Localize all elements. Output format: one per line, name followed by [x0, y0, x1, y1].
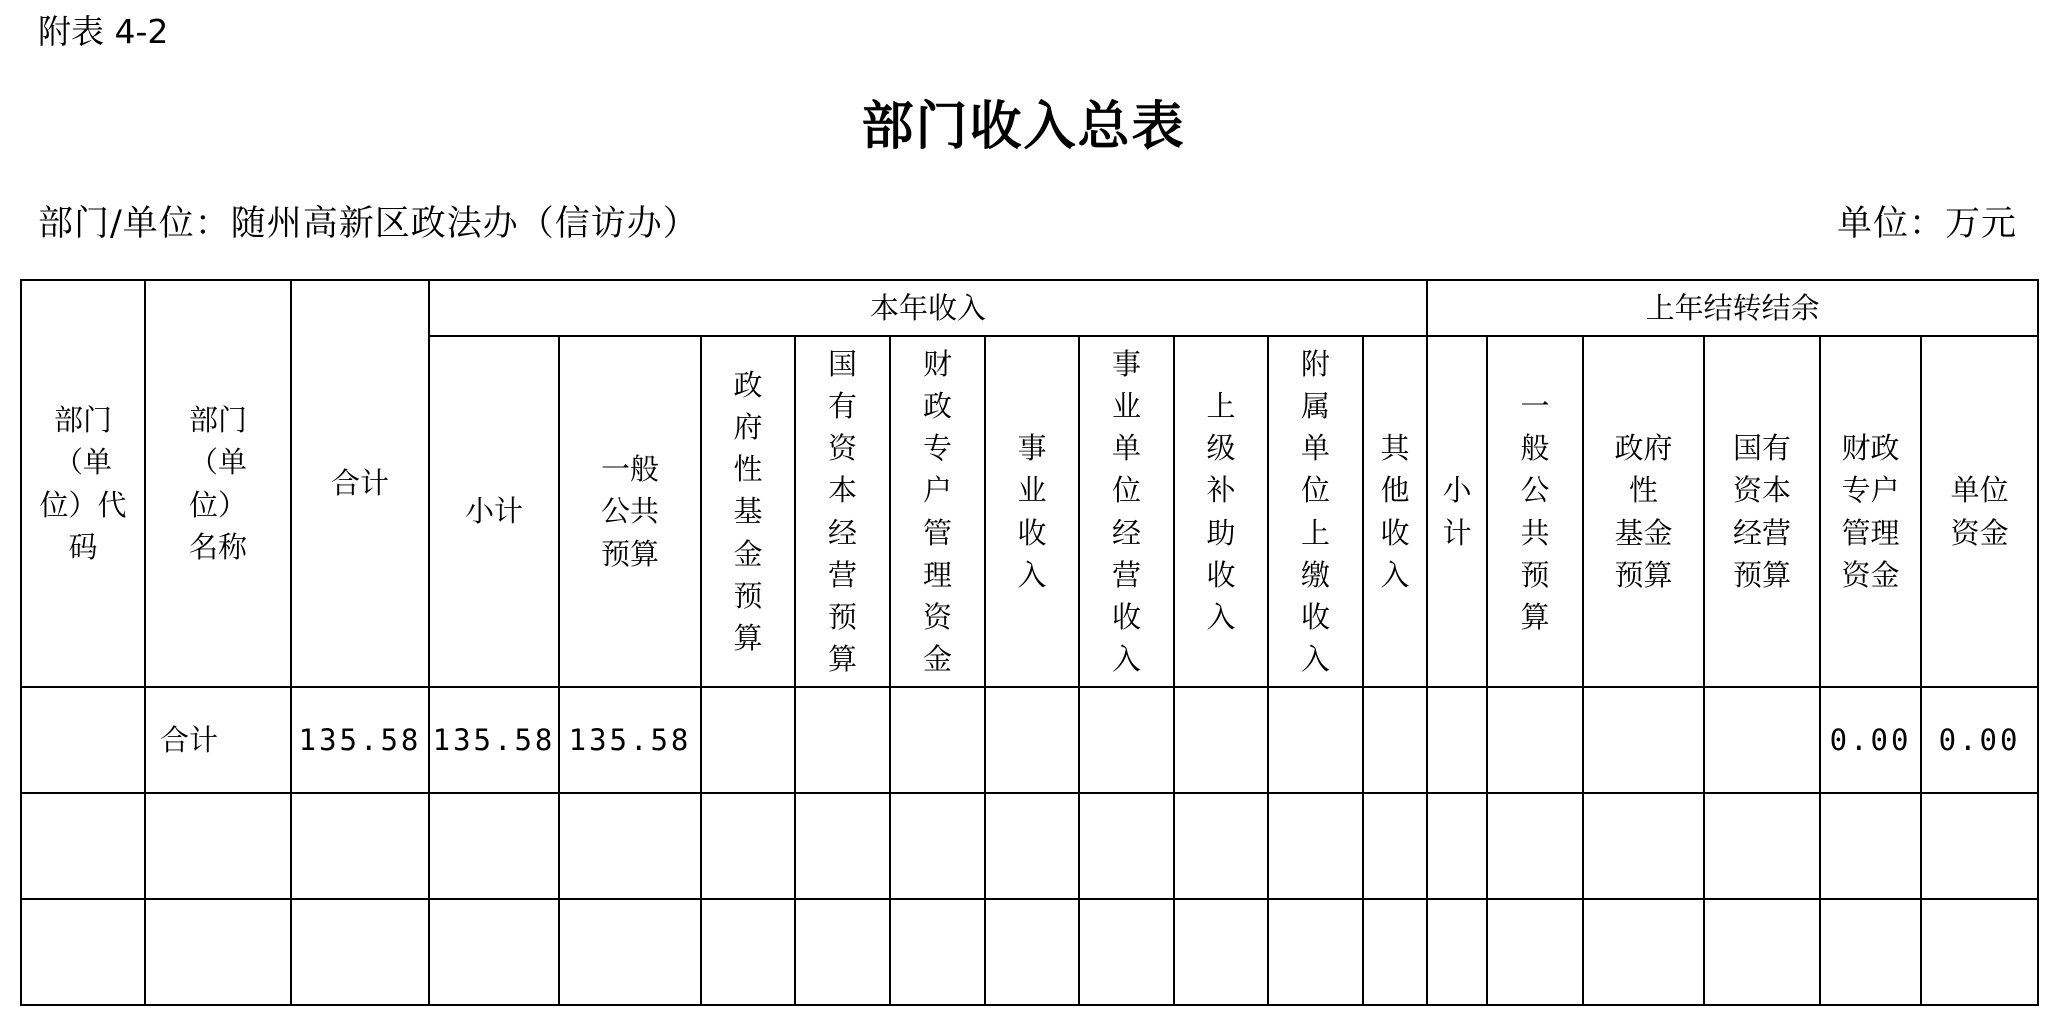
cell-cy-gov-fund-budget	[701, 793, 795, 899]
cell-co-state-capital-budget	[1704, 899, 1820, 1005]
cell-cy-subtotal	[429, 899, 559, 1005]
cell-co-state-capital-budget	[1704, 793, 1820, 899]
cell-cy-gov-fund-budget	[701, 687, 795, 793]
cell-cy-other-income	[1363, 899, 1427, 1005]
cell-co-gov-fund-budget	[1583, 793, 1704, 899]
cell-cy-subtotal	[429, 793, 559, 899]
header-cy-affiliated-remittance: 附 属 单 位 上 缴 收 入	[1268, 336, 1363, 687]
cell-co-fiscal-account-funds: 0.00	[1820, 687, 1921, 793]
cell-cy-unit-operating-income	[1079, 793, 1174, 899]
cell-co-state-capital-budget	[1704, 687, 1820, 793]
header-co-subtotal: 小 计	[1427, 336, 1487, 687]
header-cy-subtotal: 小计	[429, 336, 559, 687]
cell-co-subtotal	[1427, 793, 1487, 899]
header-carryover-balance: 上年结转结余	[1427, 280, 2038, 336]
header-co-fiscal-account-funds: 财政 专户 管理 资金	[1820, 336, 1921, 687]
table-row	[21, 899, 2038, 1005]
cell-co-fiscal-account-funds	[1820, 899, 1921, 1005]
cell-dept-code	[21, 793, 145, 899]
header-cy-state-capital-budget: 国 有 资 本 经 营 预 算	[795, 336, 890, 687]
cell-cy-general-budget	[559, 899, 701, 1005]
cell-co-unit-funds	[1921, 899, 2038, 1005]
cell-co-subtotal	[1427, 687, 1487, 793]
cell-cy-fiscal-account-funds	[890, 793, 985, 899]
header-co-gov-fund-budget: 政府 性 基金 预算	[1583, 336, 1704, 687]
cell-total: 135.58	[291, 687, 429, 793]
table-row	[21, 793, 2038, 899]
cell-dept-name	[145, 793, 291, 899]
cell-co-gov-fund-budget	[1583, 899, 1704, 1005]
page-title: 部门收入总表	[861, 96, 1186, 157]
cell-cy-subtotal: 135.58	[429, 687, 559, 793]
header-cy-superior-subsidy: 上 级 补 助 收 入	[1174, 336, 1268, 687]
cell-cy-business-income	[985, 899, 1079, 1005]
unit-line: 单位：万元	[1836, 204, 2017, 244]
cell-co-gov-fund-budget	[1583, 687, 1704, 793]
cell-cy-state-capital-budget	[795, 899, 890, 1005]
cell-cy-gov-fund-budget	[701, 899, 795, 1005]
header-dept-code: 部门 （单 位）代 码	[21, 280, 145, 687]
header-current-year-income: 本年收入	[429, 280, 1427, 336]
cell-cy-unit-operating-income	[1079, 687, 1174, 793]
cell-dept-code	[21, 899, 145, 1005]
cell-dept-code	[21, 687, 145, 793]
cell-cy-unit-operating-income	[1079, 899, 1174, 1005]
department-line: 部门/单位：随州高新区政法办（信访办）	[38, 204, 699, 244]
header-cy-unit-operating-income: 事 业 单 位 经 营 收 入	[1079, 336, 1174, 687]
cell-cy-superior-subsidy	[1174, 899, 1268, 1005]
header-cy-general-budget: 一般 公共 预算	[559, 336, 701, 687]
annex-label: 附表 4-2	[38, 12, 169, 51]
cell-cy-general-budget: 135.58	[559, 687, 701, 793]
header-co-state-capital-budget: 国有 资本 经营 预算	[1704, 336, 1820, 687]
cell-cy-superior-subsidy	[1174, 687, 1268, 793]
header-total: 合计	[291, 280, 429, 687]
header-co-unit-funds: 单位 资金	[1921, 336, 2038, 687]
cell-dept-name	[145, 899, 291, 1005]
cell-total	[291, 793, 429, 899]
cell-cy-business-income	[985, 793, 1079, 899]
cell-cy-state-capital-budget	[795, 687, 890, 793]
header-cy-fiscal-account-funds: 财 政 专 户 管 理 资 金	[890, 336, 985, 687]
cell-cy-other-income	[1363, 793, 1427, 899]
header-cy-business-income: 事 业 收 入	[985, 336, 1079, 687]
table-row	[21, 687, 2038, 793]
cell-co-unit-funds: 0.00	[1921, 687, 2038, 793]
cell-cy-general-budget	[559, 793, 701, 899]
cell-co-fiscal-account-funds	[1820, 793, 1921, 899]
cell-co-unit-funds	[1921, 793, 2038, 899]
cell-co-general-budget	[1487, 687, 1583, 793]
cell-cy-superior-subsidy	[1174, 793, 1268, 899]
header-cy-gov-fund-budget: 政 府 性 基 金 预 算	[701, 336, 795, 687]
cell-dept-name: 合计	[145, 687, 291, 793]
cell-cy-fiscal-account-funds	[890, 687, 985, 793]
cell-cy-affiliated-remittance	[1268, 793, 1363, 899]
cell-co-subtotal	[1427, 899, 1487, 1005]
income-summary-table	[20, 279, 2039, 1006]
cell-cy-affiliated-remittance	[1268, 899, 1363, 1005]
cell-cy-fiscal-account-funds	[890, 899, 985, 1005]
header-co-general-budget: 一 般 公 共 预 算	[1487, 336, 1583, 687]
header-cy-other-income: 其 他 收 入	[1363, 336, 1427, 687]
cell-cy-affiliated-remittance	[1268, 687, 1363, 793]
cell-cy-state-capital-budget	[795, 793, 890, 899]
cell-cy-business-income	[985, 687, 1079, 793]
cell-co-general-budget	[1487, 899, 1583, 1005]
cell-cy-other-income	[1363, 687, 1427, 793]
cell-co-general-budget	[1487, 793, 1583, 899]
header-dept-name: 部门 （单 位） 名称	[145, 280, 291, 687]
cell-total	[291, 899, 429, 1005]
